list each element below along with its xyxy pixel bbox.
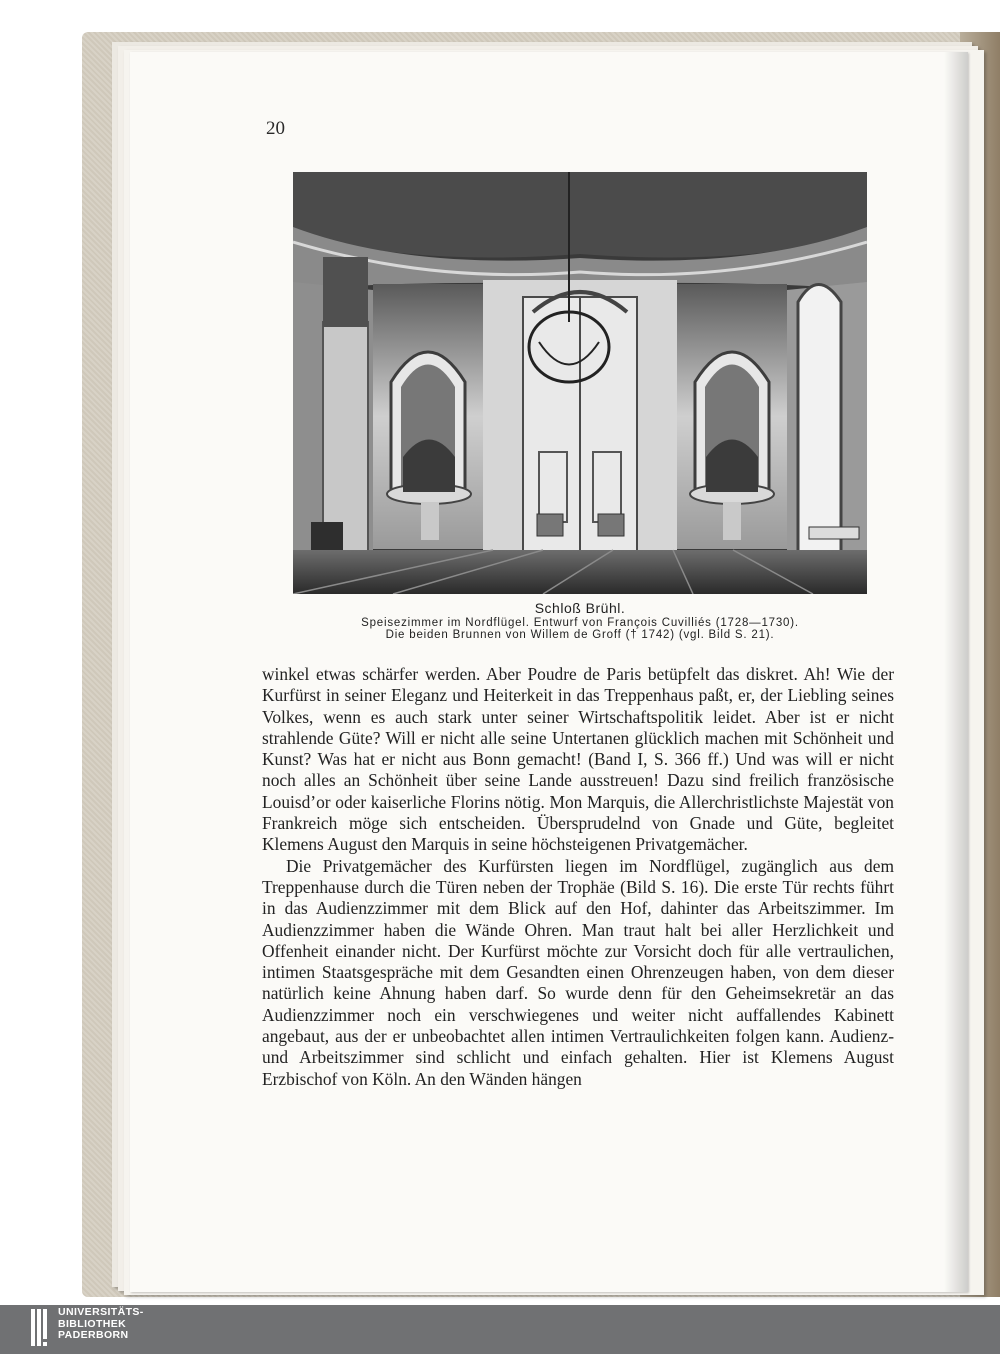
paragraph: winkel etwas schärfer werden. Aber Poudre de Paris betüpfelt das diskret. Ah! Wie der Kurfürst in seiner Eleganz und Heiterkeit in das Treppenhaus paßt, er, der Liebling seines Volkes, wenn es auch stark unter seiner Wirtschaftspolitik leidet. Aber ist er nicht strahlende Güte? Will er nicht alle seine Untertanen glücklich machen mit Schönheit und Kunst? Was hat er nicht aus Bonn gemacht! (Band I, S. 366 ff.) Und was will er nicht noch alles an Schönheit über seine Lande ausstreuen! Dazu sind freilich französische Louisd’or oder kaiserliche Florins nötig. Mon Marquis, die Allerchristlichste Majestät von Frankreich möge sich entscheiden. Übersprudelnd von Gnade und Güte, begleitet Klemens August den Marquis in seine höchsteigenen Privatgemächer. <box>262 664 894 855</box>
caption-line: Speisezimmer im Nordflügel. Entwurf von François Cuvilliés (1728—1730). <box>361 617 799 629</box>
caption-title: Schloß Brühl. <box>534 600 626 616</box>
page-gutter-shadow <box>944 52 968 1292</box>
library-footer <box>0 1305 1000 1354</box>
caption-line: Die beiden Brunnen von Willem de Groff († 1742) (vgl. Bild S. 21). <box>385 629 775 641</box>
page-number: 20 <box>266 118 285 139</box>
engraved-interior-photo-icon <box>293 172 867 594</box>
library-name-line: BIBLIOTHEK <box>58 1317 127 1330</box>
library-name-line: PADERBORN <box>58 1329 129 1341</box>
library-logo-icon <box>31 1309 51 1346</box>
body-text <box>262 664 894 1090</box>
library-name <box>58 1307 144 1342</box>
library-name-line: UNIVERSITÄTS- <box>58 1306 144 1318</box>
paragraph: Die Privatgemächer des Kurfürsten liegen im Nordflügel, zugänglich aus dem Treppenhause durch die Türen neben der Trophäe (Bild S. 16). Die erste Tür rechts führt in das Audienzzimmer mit dem Blick auf den Hof, dahinter das Arbeitszimmer. Im Audienzzimmer haben die Wände Ohren. Man traut halt bei aller Herzlichkeit und Offenheit einander nicht. Der Kurfürst möchte zur Vorsicht doch für alle vertraulichen, intimen Staatsgespräche mit dem Gesandten einen Ohrenzeugen haben, von dem dieser natürlich keine Ahnung haben darf. So wurde denn für den Geheimsekretär an das Audienzzimmer noch ein verschwiegenes und weiter nicht auffallendes Kabinett angebaut, aus der er unbeobachtet allen intimen Vertraulichkeiten folgen kann. Audienz- und Arbeitszimmer sind schlicht und einfach gehalten. Hier ist Klemens August Erzbischof von Köln. An den Wänden hängen <box>262 855 894 1089</box>
